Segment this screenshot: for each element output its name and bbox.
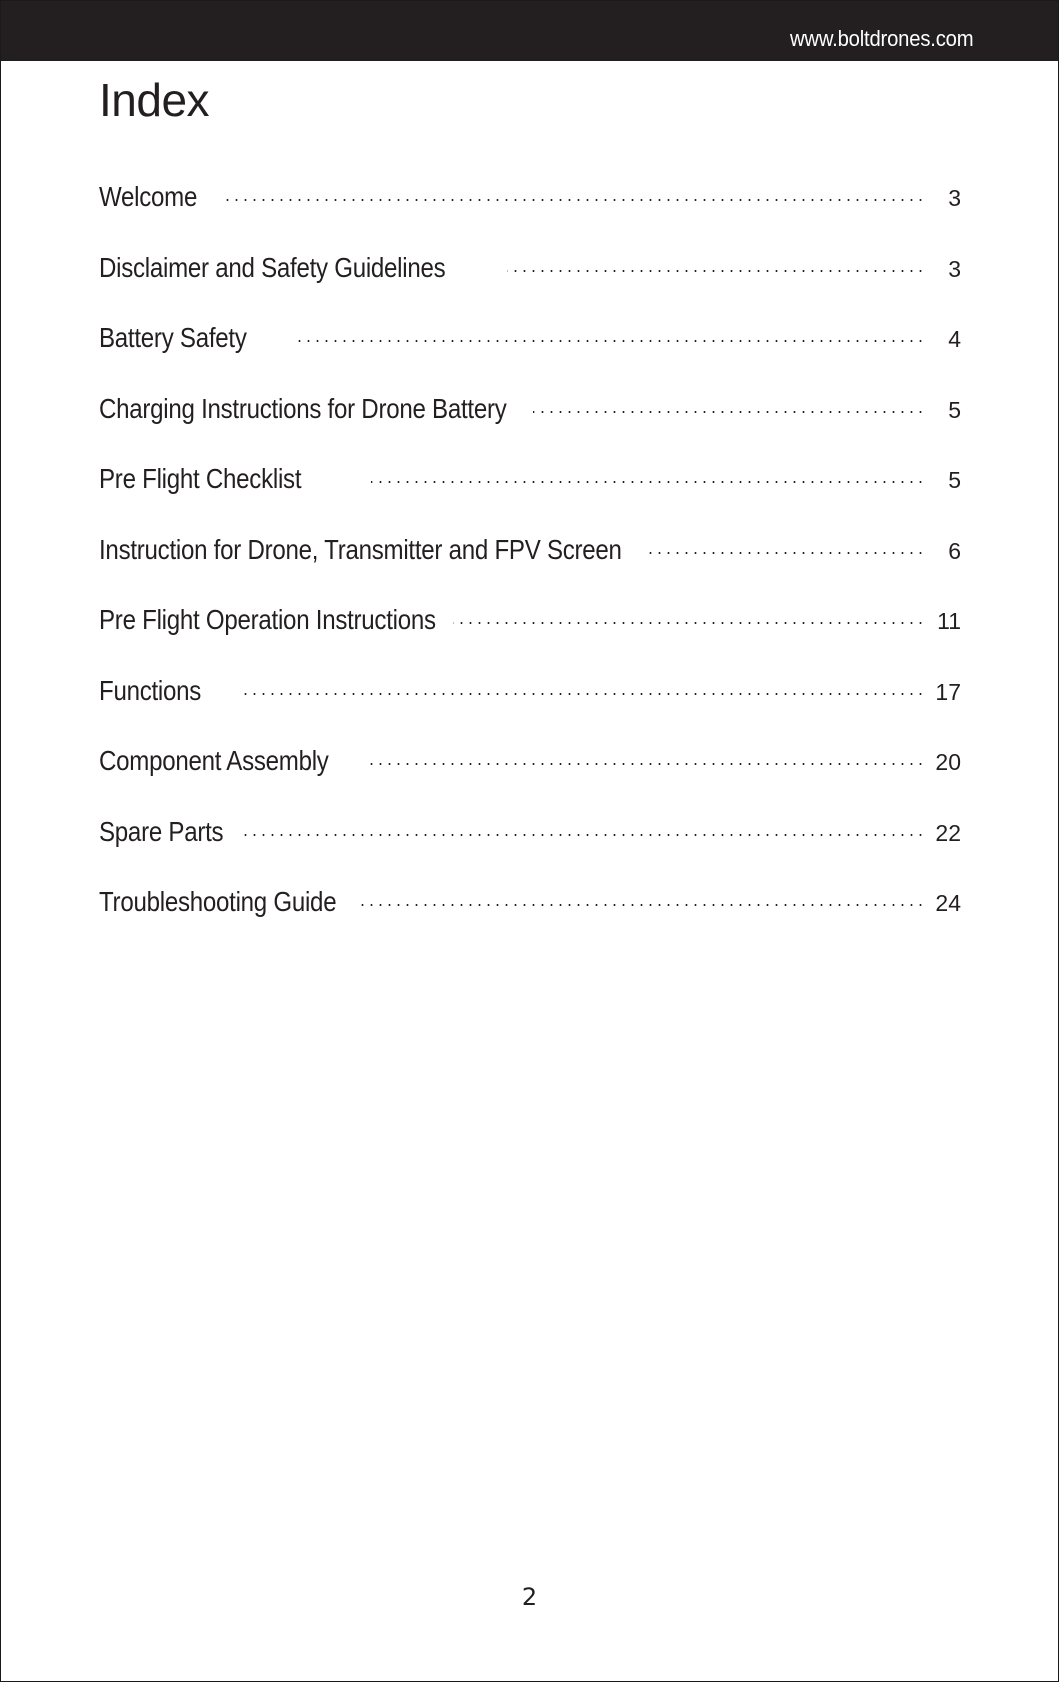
header-bar [1, 1, 1058, 61]
toc-entry-label: Instruction for Drone, Transmitter and FPV Screen [99, 533, 622, 565]
toc-leader-dots [365, 763, 925, 765]
toc-entry-welcome [99, 177, 961, 217]
toc-entry-page: 24 [935, 890, 961, 916]
website-url: www.boltdrones.com [789, 26, 973, 51]
toc-entry-page: 3 [948, 255, 961, 282]
toc-entry-pre-flight-operation [99, 600, 961, 640]
toc-entry-page: 4 [948, 326, 961, 352]
page-title: Index [99, 74, 210, 126]
toc-entry-troubleshooting [99, 882, 961, 922]
toc-entry-page: 17 [935, 678, 961, 705]
toc-entry-label: Pre Flight Checklist [99, 463, 302, 494]
toc-entry-page: 22 [935, 819, 961, 846]
toc-entry-label: Spare Parts [99, 815, 224, 847]
toc-entry-page: 5 [948, 467, 961, 493]
page-number: 2 [521, 1583, 538, 1611]
toc-entry-functions [99, 671, 961, 711]
toc-leader-dots [371, 481, 925, 483]
toc-leader-dots [297, 340, 925, 342]
toc-entry-label: Pre Flight Operation Instructions [99, 604, 436, 635]
toc-entry-label: Functions [99, 674, 202, 706]
toc-entry-battery-safety [99, 318, 961, 358]
toc-entry-component-assembly [99, 741, 961, 781]
toc-entry-spare-parts [99, 812, 961, 852]
toc-entry-label: Component Assembly [99, 745, 329, 776]
toc-entry-page: 20 [935, 749, 961, 775]
toc-entry-label: Disclaimer and Safety Guidelines [99, 251, 446, 283]
toc-leader-dots [243, 834, 925, 836]
toc-entry-pre-flight-checklist [99, 459, 961, 499]
toc-leader-dots [355, 904, 925, 906]
toc-entry-label: Welcome [99, 181, 198, 212]
toc-entry-page: 11 [937, 608, 961, 634]
toc-entry-page: 5 [948, 396, 961, 423]
toc-entry-disclaimer [99, 248, 961, 288]
toc-entry-page: 6 [948, 537, 961, 564]
toc-entry-charging [99, 389, 961, 429]
toc-leader-dots [533, 411, 925, 413]
toc-entry-instruction [99, 530, 961, 570]
toc-entry-label: Battery Safety [99, 322, 247, 353]
toc-leader-dots [649, 552, 925, 554]
toc-entry-label: Charging Instructions for Drone Battery [99, 392, 507, 424]
toc-leader-dots [453, 622, 925, 624]
toc-entry-page: 3 [948, 185, 961, 211]
toc-entry-label: Troubleshooting Guide [99, 886, 337, 917]
toc-leader-dots [223, 199, 925, 201]
toc-leader-dots [241, 693, 925, 695]
toc-leader-dots [507, 270, 925, 272]
